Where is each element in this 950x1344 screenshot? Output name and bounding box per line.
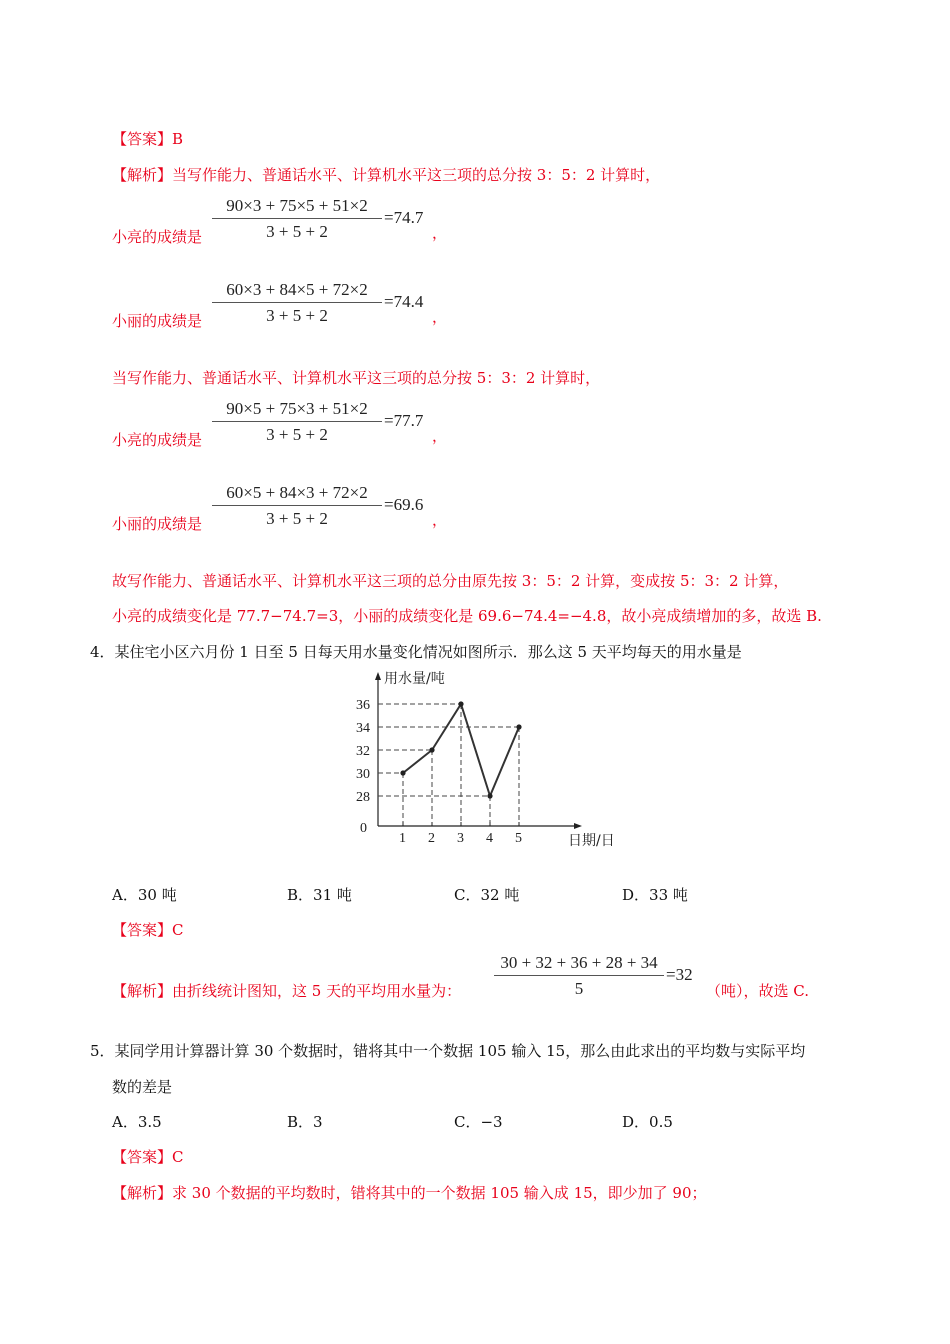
data-point-day-3 [458, 701, 463, 706]
y-axis-label: 用水量/吨 [384, 671, 445, 687]
calc2-fraction [212, 280, 382, 326]
q5-analysis-line: 【解析】求 30 个数据的平均数时，错将其中的一个数据 105 输入成 15，即少加了 90； [112, 1184, 707, 1202]
answer-tag: 【答案】 [112, 130, 173, 148]
q5-option-a[interactable]: A．3.5 [112, 1113, 162, 1131]
x-tick-label-4: 4 [486, 831, 493, 846]
x-tick-label-3: 3 [457, 831, 464, 846]
calc2-denominator: 3 + 5 + 2 [266, 306, 328, 325]
x-axis-arrow [574, 823, 582, 829]
calc1-fraction [212, 196, 382, 242]
calc4-label: 小丽的成绩是 [112, 515, 203, 533]
analysis-tag: 【解析】 [112, 166, 173, 184]
calc3-numerator: 90×5 + 75×3 + 51×2 [212, 399, 382, 422]
answer-tag: 【答案】 [112, 921, 173, 939]
calc4-tail: ， [432, 511, 448, 529]
q4-answer-line [112, 919, 184, 940]
y-axis-arrow [375, 672, 381, 680]
data-point-day-1 [400, 770, 405, 775]
answer-tag: 【答案】 [112, 1148, 173, 1166]
calc1-result: =74.7 [384, 208, 424, 227]
calc1-denominator: 3 + 5 + 2 [266, 222, 328, 241]
q3-analysis-intro: 【解析】当写作能力、普通话水平、计算机水平这三项的总分按 3：5：2 计算时， [112, 166, 661, 184]
data-point-day-5 [516, 724, 521, 729]
q3-answer-line [112, 128, 183, 149]
q4-numerator: 30 + 32 + 36 + 28 + 34 [494, 953, 664, 976]
calc3-denominator: 3 + 5 + 2 [266, 425, 328, 444]
answer-value: B [172, 130, 184, 148]
calc3-label: 小亮的成绩是 [112, 431, 203, 449]
analysis-tag: 【解析】 [112, 1184, 173, 1202]
calc4-numerator: 60×5 + 84×3 + 72×2 [212, 483, 382, 506]
y-tick-label-30: 30 [356, 767, 370, 782]
q4-question: 4．某住宅小区六月份 1 日至 5 日每天用水量变化情况如图所示．那么这 5 天平均每天的用水量是 [90, 643, 742, 661]
q5-option-c[interactable]: C．−3 [454, 1113, 503, 1131]
answer-value: C [172, 921, 184, 939]
calc1-tail: ， [432, 224, 448, 242]
water-usage-line-chart [340, 664, 640, 854]
q3-conclusion-line1: 故写作能力、普通话水平、计算机水平这三项的总分由原先按 3：5：2 计算，变成按 5：3：2 计算， [112, 572, 789, 590]
answer-value: C [172, 1148, 184, 1166]
q4-result: =32 [666, 965, 693, 984]
x-tick-label-1: 1 [399, 831, 406, 846]
q4-fraction [494, 953, 664, 999]
q4-analysis-line: 【解析】由折线统计图知，这 5 天的平均用水量为： [112, 982, 462, 1000]
q5-question-line2: 数的差是 [112, 1078, 173, 1096]
calc2-label: 小丽的成绩是 [112, 312, 203, 330]
calc3-fraction [212, 399, 382, 445]
calc2-tail: ， [432, 308, 448, 326]
x-axis-label: 日期/日 [568, 833, 615, 849]
q4-denominator: 5 [574, 979, 584, 998]
q4-tail: （吨），故选 C. [706, 982, 809, 1000]
q3-analysis-intro2: 当写作能力、普通话水平、计算机水平这三项的总分按 5：3：2 计算时， [112, 369, 601, 387]
calc4-fraction [212, 483, 382, 529]
calc2-numerator: 60×3 + 84×5 + 72×2 [212, 280, 382, 303]
calc4-denominator: 3 + 5 + 2 [266, 509, 328, 528]
q5-question-line1: 5．某同学用计算器计算 30 个数据时，错将其中一个数据 105 输入 15，那么由此求出的平均数与实际平均 [90, 1042, 806, 1060]
calc1-label: 小亮的成绩是 [112, 228, 203, 246]
q4-option-a[interactable]: A．30 吨 [112, 886, 177, 904]
analysis-tag: 【解析】 [112, 982, 173, 1000]
q3-conclusion-line2: 小亮的成绩变化是 77.7−74.7=3，小丽的成绩变化是 69.6−74.4=−4.8，故小亮成绩增加的多，故选 B. [112, 607, 822, 625]
calc4-result: =69.6 [384, 495, 424, 514]
calc3-tail: ， [432, 427, 448, 445]
q5-option-b[interactable]: B．3 [287, 1113, 323, 1131]
q4-option-c[interactable]: C．32 吨 [454, 886, 520, 904]
y-tick-label-32: 32 [356, 744, 370, 759]
q4-option-d[interactable]: D．33 吨 [622, 886, 688, 904]
x-tick-label-5: 5 [515, 831, 522, 846]
y-tick-label-34: 34 [356, 721, 370, 736]
calc2-result: =74.4 [384, 292, 424, 311]
calc1-numerator: 90×3 + 75×5 + 51×2 [212, 196, 382, 219]
data-point-day-4 [487, 793, 492, 798]
q5-answer-line [112, 1146, 184, 1167]
y-tick-label-28: 28 [356, 790, 370, 805]
q5-option-d[interactable]: D．0.5 [622, 1113, 673, 1131]
y-tick-label-36: 36 [356, 698, 370, 713]
data-point-day-2 [429, 747, 434, 752]
origin-label: 0 [360, 821, 367, 836]
x-tick-label-2: 2 [428, 831, 435, 846]
q4-option-b[interactable]: B．31 吨 [287, 886, 352, 904]
calc3-result: =77.7 [384, 411, 424, 430]
